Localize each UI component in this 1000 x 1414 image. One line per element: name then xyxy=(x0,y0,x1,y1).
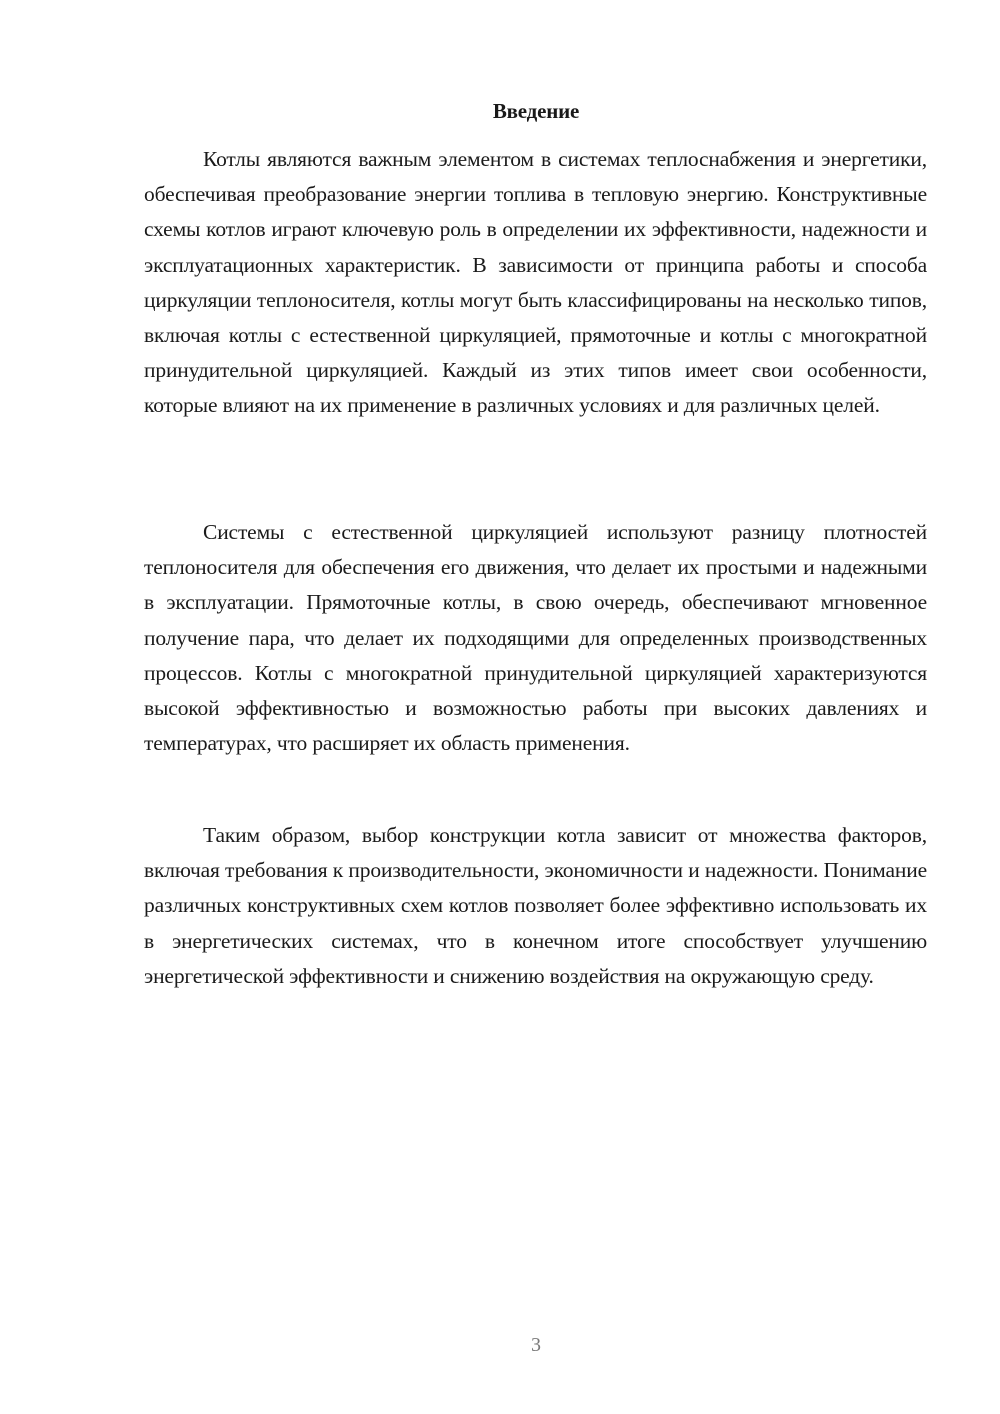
paragraph-block-3 xyxy=(144,818,927,994)
section-heading: Введение xyxy=(492,99,580,123)
paragraph: Системы с естественной циркуляцией используют разницу плотностей теплоносителя для обеспечения его движения, что делает их простыми и надежными в эксплуатации. Прямоточные котлы, в свою очередь, обеспечивают мгновенное получение пара, что делает их подходящими для определенных производственных процессов. Котлы с многократной принудительной циркуляцией характеризуются высокой эффективностью и возможностью работы при высоких давлениях и температурах, что расширяет их область применения. xyxy=(144,520,927,756)
paragraph-block-1 xyxy=(144,142,927,424)
paragraph-block-2 xyxy=(144,515,927,761)
paragraph: Котлы являются важным элементом в системах теплоснабжения и энергетики, обеспечивая преобразование энергии топлива в тепловую энергию. Конструктивные схемы котлов играют ключевую роль в определении их эффективности, надежности и эксплуатационных характеристик. В зависимости от принципа работы и способа циркуляции теплоносителя, котлы могут быть классифицированы на несколько типов, включая котлы с естественной циркуляцией, прямоточные и котлы с многократной принудительной циркуляцией. Каждый из этих типов имеет свои особенности, которые влияют на их применение в различных условиях и для различных целей. xyxy=(144,147,927,418)
page-number: 3 xyxy=(531,1334,541,1356)
paragraph: Таким образом, выбор конструкции котла зависит от множества факторов, включая требования к производительности, экономичности и надежности. Понимание различных конструктивных схем котлов позволяет более эффективно использовать их в энергетических системах, что в конечном итоге способствует улучшению энергетической эффективности и снижению воздействия на окружающую среду. xyxy=(144,823,927,988)
